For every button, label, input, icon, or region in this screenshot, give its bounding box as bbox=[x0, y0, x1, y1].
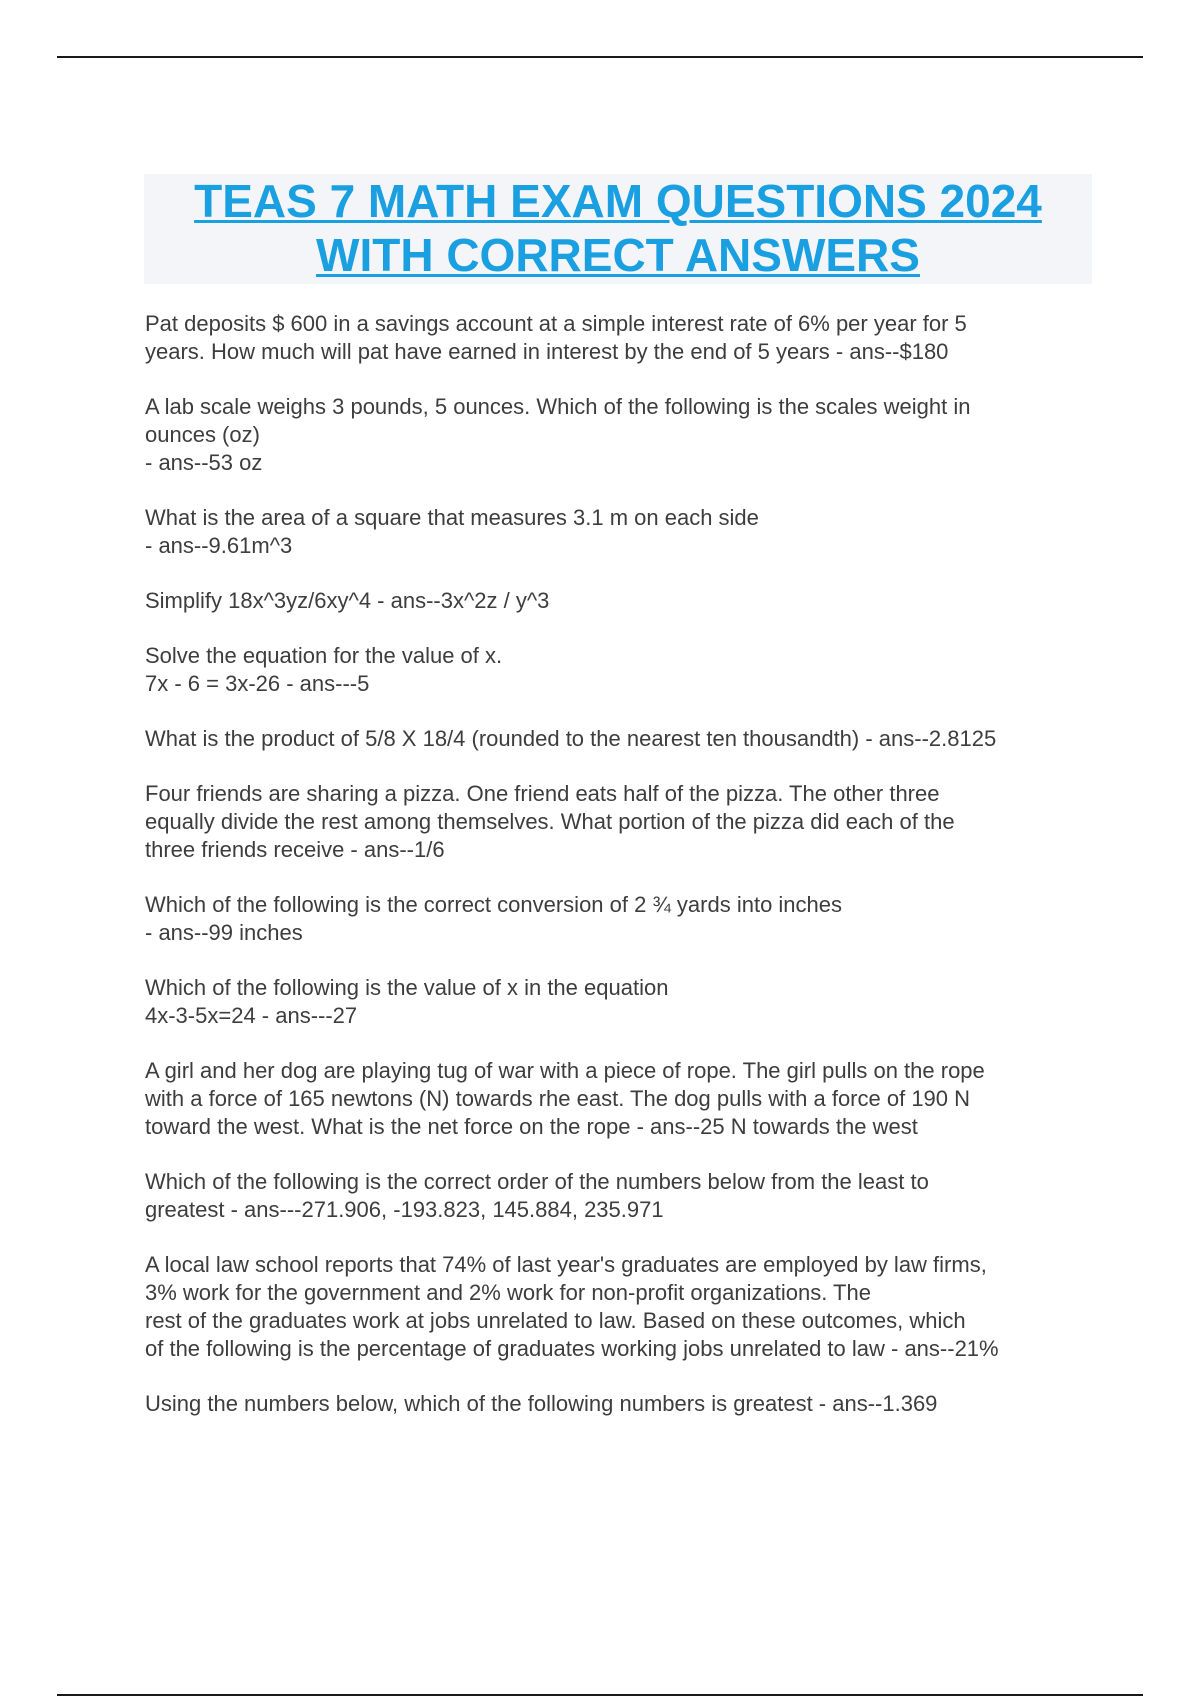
question-text-line: A girl and her dog are playing tug of war with a piece of rope. The girl pulls on the rope bbox=[145, 1058, 985, 1083]
question-text-line: What is the area of a square that measures 3.1 m on each side bbox=[145, 505, 759, 530]
question-text-line: - ans--53 oz bbox=[145, 450, 263, 475]
question-text-line: 3% work for the government and 2% work for non-profit organizations. The bbox=[145, 1280, 871, 1305]
question-text-line: Which of the following is the value of x in the equation bbox=[145, 975, 669, 1000]
question-answer-item bbox=[145, 725, 1105, 753]
question-answer-item bbox=[145, 1390, 1105, 1418]
question-text-line: greatest - ans---271.906, -193.823, 145.884, 235.971 bbox=[145, 1197, 664, 1222]
question-answer-item bbox=[145, 891, 1105, 947]
question-text-line: - ans--9.61m^3 bbox=[145, 533, 293, 558]
question-text-line: rest of the graduates work at jobs unrelated to law. Based on these outcomes, which bbox=[145, 1308, 966, 1333]
question-text-line: equally divide the rest among themselves. What portion of the pizza did each of the bbox=[145, 809, 955, 834]
question-answer-item bbox=[145, 504, 1105, 560]
question-answer-item bbox=[145, 310, 1105, 366]
question-list bbox=[145, 310, 1105, 1445]
question-answer-item bbox=[145, 1057, 1105, 1141]
question-text-line: Which of the following is the correct conversion of 2 ¾ yards into inches bbox=[145, 892, 843, 917]
question-text-line: What is the product of 5/8 X 18/4 (rounded to the nearest ten thousandth) - ans--2.8125 bbox=[145, 726, 997, 751]
question-text-line: with a force of 165 newtons (N) towards rhe east. The dog pulls with a force of 190 N bbox=[145, 1086, 971, 1111]
question-text-line: of the following is the percentage of graduates working jobs unrelated to law - ans--21% bbox=[145, 1336, 999, 1361]
question-text-line: A lab scale weighs 3 pounds, 5 ounces. Which of the following is the scales weight in bbox=[145, 394, 971, 419]
question-text-line: toward the west. What is the net force on the rope - ans--25 N towards the west bbox=[145, 1114, 918, 1139]
question-text-line: Solve the equation for the value of x. bbox=[145, 643, 503, 668]
question-text-line: Simplify 18x^3yz/6xy^4 - ans--3x^2z / y^3 bbox=[145, 588, 550, 613]
question-answer-item bbox=[145, 780, 1105, 864]
question-text-line: years. How much will pat have earned in interest by the end of 5 years - ans--$180 bbox=[145, 339, 949, 364]
question-answer-item bbox=[145, 1251, 1105, 1363]
footer-rule bbox=[57, 1694, 1143, 1696]
question-answer-item bbox=[145, 587, 1105, 615]
question-text-line: Which of the following is the correct order of the numbers below from the least to bbox=[145, 1169, 929, 1194]
question-text-line: A local law school reports that 74% of last year's graduates are employed by law firms, bbox=[145, 1252, 987, 1277]
header-rule bbox=[57, 56, 1143, 58]
question-text-line: - ans--99 inches bbox=[145, 920, 303, 945]
question-text-line: ounces (oz) bbox=[145, 422, 260, 447]
question-text-line: Using the numbers below, which of the following numbers is greatest - ans--1.369 bbox=[145, 1391, 938, 1416]
question-text-line: three friends receive - ans--1/6 bbox=[145, 837, 445, 862]
document-title-block bbox=[144, 174, 1092, 284]
question-answer-item bbox=[145, 393, 1105, 477]
question-text-line: Pat deposits $ 600 in a savings account at a simple interest rate of 6% per year for 5 bbox=[145, 311, 967, 336]
question-text-line: Four friends are sharing a pizza. One friend eats half of the pizza. The other three bbox=[145, 781, 940, 806]
question-answer-item bbox=[145, 1168, 1105, 1224]
question-text-line: 7x - 6 = 3x-26 - ans---5 bbox=[145, 671, 370, 696]
question-answer-item bbox=[145, 642, 1105, 698]
question-answer-item bbox=[145, 974, 1105, 1030]
question-text-line: 4x-3-5x=24 - ans---27 bbox=[145, 1003, 358, 1028]
document-title-line-1: TEAS 7 MATH EXAM QUESTIONS 2024 bbox=[194, 175, 1042, 227]
document-title-line-2: WITH CORRECT ANSWERS bbox=[316, 229, 920, 281]
